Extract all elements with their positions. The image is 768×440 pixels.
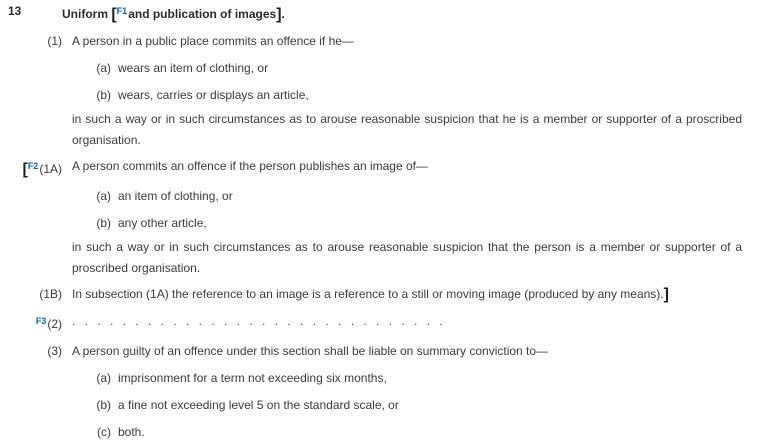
item-b-number: (b) <box>96 398 111 412</box>
subsection-2 <box>0 314 752 332</box>
subsection-1-item-a <box>0 61 752 76</box>
subsection-1B <box>0 287 752 302</box>
item-a-number: (a) <box>96 371 111 385</box>
item-a-number: (a) <box>96 189 111 203</box>
item-a-text: imprisonment for a term not exceeding six months, <box>118 371 387 385</box>
subsection-2-omitted-dots: . . . . . . . . . . . . . . . . . . . . . . . . . . . . . . <box>72 314 446 328</box>
subsection-1A-item-a <box>0 189 752 204</box>
item-a-text: an item of clothing, or <box>118 189 233 203</box>
subsection-1-item-b <box>0 88 752 103</box>
section-header <box>0 4 752 22</box>
subsection-1-number: (1) <box>47 34 62 48</box>
subsection-3 <box>0 344 752 359</box>
item-b-number: (b) <box>96 88 111 102</box>
section-title-prefix: Uniform <box>62 7 112 21</box>
item-c-text: both. <box>118 425 145 439</box>
subsection-2-number <box>0 314 62 332</box>
subsection-1B-text-body: In subsection (1A) the reference to an image is a reference to a still or moving image (produced by any means). <box>72 287 664 301</box>
subsection-1-text: A person in a public place commits an offence if he— <box>72 34 354 48</box>
amendment-close-bracket: ] <box>276 6 282 23</box>
section-number: 13 <box>8 4 22 18</box>
subsection-1A <box>0 159 752 177</box>
item-b-number: (b) <box>96 216 111 230</box>
subsection-1A-closing-text: in such a way or in such circumstances as to arouse reasonable suspicion that the person is a member or supporter of a proscribed organisation. <box>72 240 742 275</box>
section-title <box>62 4 285 22</box>
subsection-1A-text: A person commits an offence if the person publishes an image of— <box>72 159 428 173</box>
item-b-text: wears, carries or displays an article, <box>118 88 309 102</box>
subsection-3-item-a <box>0 371 752 386</box>
amendment-open-bracket: [ <box>111 6 117 23</box>
item-b-text: a fine not exceeding level 5 on the standard scale, or <box>118 398 399 412</box>
footnote-ref-f1[interactable]: F1 <box>116 6 128 16</box>
item-b-text: any other article, <box>118 216 207 230</box>
section-title-period: . <box>281 7 285 21</box>
footnote-ref-f3[interactable]: F3 <box>35 316 47 326</box>
section-title-inserted: and publication of images <box>128 7 277 21</box>
subsection-3-item-b <box>0 398 752 413</box>
subsection-1A-item-b <box>0 216 752 231</box>
subsection-2-number-label: (2) <box>47 317 62 331</box>
item-a-number: (a) <box>96 61 111 75</box>
amendment-close-bracket: ] <box>663 286 669 303</box>
item-a-text: wears an item of clothing, or <box>118 61 269 75</box>
subsection-1-closing-text: in such a way or in such circumstances as to arouse reasonable suspicion that he is a member or supporter of a proscribed organisation. <box>72 112 742 147</box>
footnote-ref-f2[interactable]: F2 <box>27 161 39 171</box>
subsection-1 <box>0 34 752 49</box>
subsection-3-text: A person guilty of an offence under this section shall be liable on summary conviction to— <box>72 344 549 358</box>
item-c-number: (c) <box>97 425 111 439</box>
subsection-1A-number-label: (1A) <box>39 162 62 176</box>
subsection-1A-number <box>0 159 62 177</box>
subsection-1B-text <box>72 287 752 302</box>
subsection-3-item-c <box>0 425 752 440</box>
subsection-3-number: (3) <box>47 344 62 358</box>
subsection-1B-number: (1B) <box>39 287 62 301</box>
amendment-open-bracket: [ <box>22 161 28 178</box>
